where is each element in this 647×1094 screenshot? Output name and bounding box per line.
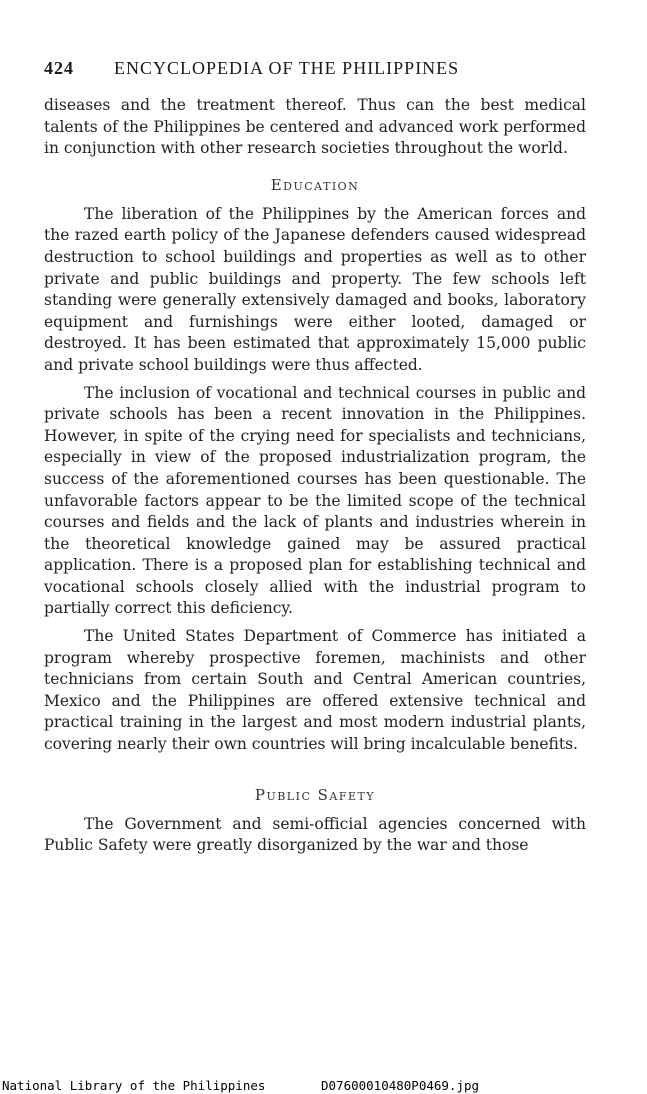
education-paragraph-2: The inclusion of vocational and technical courses in public and private schools has been a recent innovation in the Philippines. However, in spite of the crying need for specialists and technicians, especially in view of the proposed industrialization program, the success of the aforementioned courses has been questionable. The unfavorable factors appear to be the limited scope of the technical courses and fields and the lack of plants and industries wherein in the theoretical knowledge gained may be assured practical application. There is a proposed plan for establishing technical and vocational schools closely allied with the industrial program to partially correct this deficiency. — [44, 383, 586, 618]
page-number: 424 — [44, 58, 74, 78]
education-heading: Education — [270, 175, 360, 194]
page-content — [44, 58, 586, 857]
running-head — [44, 58, 586, 79]
footer-file-id: D07600010480P0469.jpg — [321, 1078, 480, 1093]
footer-library: National Library of the Philippines — [2, 1078, 266, 1093]
education-paragraph-3: The United States Department of Commerce has initiated a program whereby prospective foremen, machinists and other technicians from certain South and Central American countries, Mexico and the Philippines are offered extensive technical and practical training in the largest and most modern industrial plants, covering nearly their own countries will bring incalculable benefits. — [44, 627, 586, 754]
intro-paragraph: diseases and the treatment thereof. Thus can the best medical talents of the Philippines be centered and advanced work performed in conjunction with other research societies throughout the world. — [44, 96, 586, 158]
public-safety-heading: Public Safety — [254, 785, 376, 804]
education-paragraph-1: The liberation of the Philippines by the American forces and the razed earth policy of the Japanese defenders caused widespread destruction to school buildings and properties as well as to other private and public buildings and property. The few schools left standing were generally extensively damaged and books, laboratory equipment and furnishings were either looted, damaged or destroyed. It has been estimated that approximately 15,000 public and private school buildings were thus affected. — [44, 204, 586, 374]
running-title: ENCYCLOPEDIA OF THE PHILIPPINES — [114, 58, 460, 78]
footer — [0, 1078, 647, 1094]
public-safety-paragraph-1: The Government and semi-official agencies concerned with Public Safety were greatly disorganized by the war and those — [44, 814, 586, 855]
